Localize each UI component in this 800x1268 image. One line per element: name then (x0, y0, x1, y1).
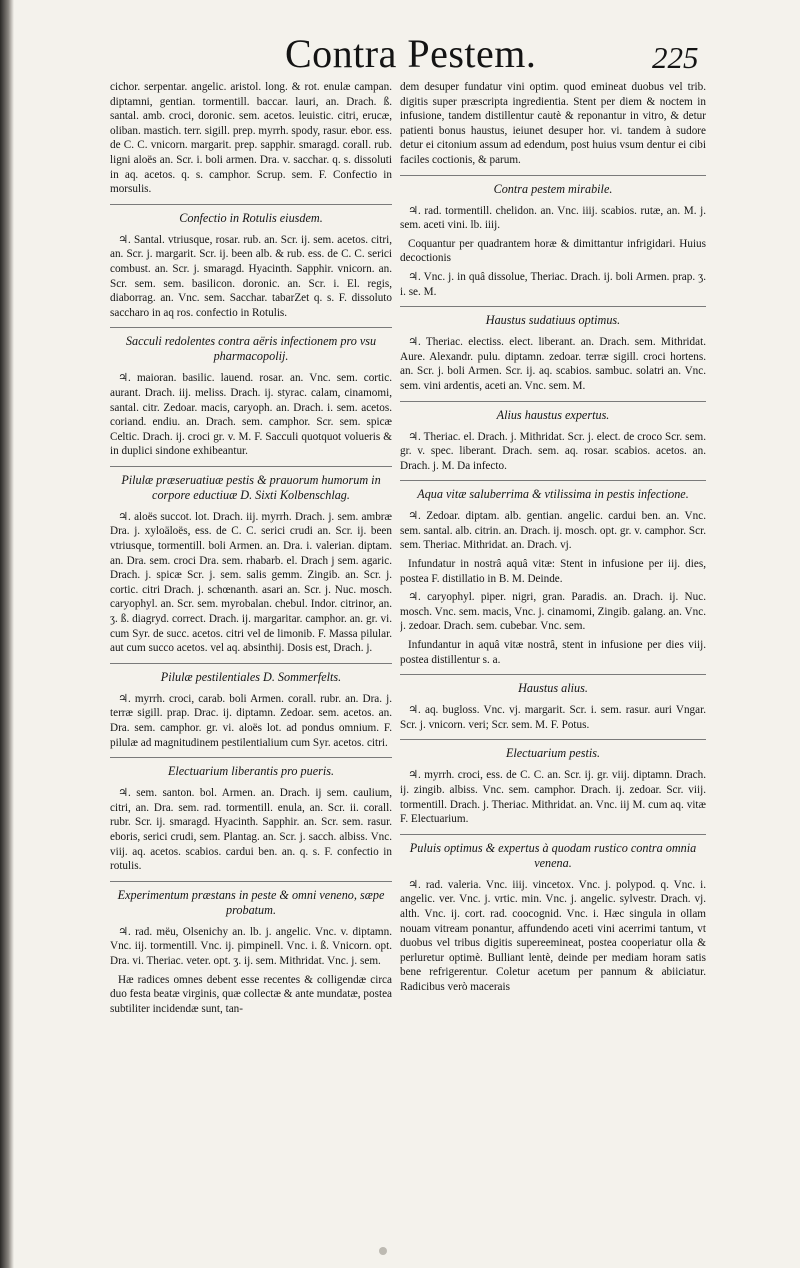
recipe-text: ♃. Vnc. j. in quâ dissolue, Theriac. Drach. ij. boli Armen. prap. ʒ. i. se. M. (400, 270, 706, 298)
recipe-text: Infundatur in nostrâ aquâ vitæ: Stent in infusione per iij. dies, postea F. distillatio in B. M. Deinde. (400, 558, 706, 585)
recipe-text: ♃. myrrh. croci, ess. de C. C. an. Scr. ij. gr. viij. diptamn. Drach. ij. zingib. albiss. Vnc. sem. camphor. Drach. ij. zedoar. Scr. viij. tormentill. Drach. j. Theriac. Mithridat. an. Vnc. iij M. cum aq. vitæ F. Electuarium. (400, 769, 706, 826)
recipe-text: ♃. aloës succot. lot. Drach. iij. myrrh. Drach. j. sem. ambræ Dra. j. xyloäloës, ess. de C. C. serici crudi an. Scr. ij. been vtriusque, tormentill. boli Armen. an. Dra. i. valerian. diptam. an. Dra. sem. croci Dra. sem. rhabarb. el. Drach j sem. agaric. Drach. j. spicæ Scr. j. sem. salis gemm. Zingib. an. Scr. j. cortic. citri Drach. j. schœnanth. asari an. Scr. j. Nuc. mosch. caryophyl. an. Scr. sem. myrobalan. chebul. Indor. citrinor, an. ʒ. ß. diagryd. correct. Drach. ij. margaritar. camphor. an. gr. vi. cum Syr. de succ. acetos. citri vel de limonib. F. Massa pilular. aut cum succo acetos. vel aq. absinthij. Dosis est, Drach. j. (110, 510, 392, 655)
continued-recipe-text: cichor. serpentar. angelic. aristol. long. & rot. enulæ campan. diptamni, gentian. tormentill. baccar. lauri, an. Drach. ß. santal. amb. croci, doronic. sem. acetos. leuistic. citri, erucæ, oliban. mastich. terr. sigill. prep. myrrh. spody, rasur. ebor. ess. de C. C. vnicorn. margarit. prep. sapphir. smaragd. corall. rub. ligni aloës an. Scr. i. boli armen. Dra. v. sacchar. q. s. dissoluti in aq. acetos. q. s. camphor. Scrup. sem. F. Confectio in morsulis. (110, 81, 392, 196)
section-heading: Haustus alius. (518, 681, 588, 696)
recipe-text: ♃. Theriac. el. Drach. j. Mithridat. Scr. j. elect. de croco Scr. sem. gr. v. spec. liberant. Drach. sem. aq. rosar. scabios. acetos. an. Drach. j. M. Da infecto. (400, 430, 706, 472)
recipe-text: ♃. sem. santon. bol. Armen. an. Drach. ij sem. caulium, citri, an. Dra. sem. rad. tormentill. enula, an. Scr. ii. corall. rubr. Scr. ij. smaragd. Hyacinth. Sapphir. an. Scr. sem. rasur. eboris, serici crudi, sem. Plantag. an. Scr. j. sacch. albiss. Vnc. viij. aq. acetos. scabios. cardui ben. an. q. s. F. confectio in rotulis. (110, 787, 392, 873)
recipe-text: ♃. rad. mëu, Olsenichy an. lb. j. angelic. Vnc. v. diptamn. Vnc. iij. tormentill. Vnc. ij. pimpinell. Vnc. i. ß. Vnicorn. opt. Dra. vi. Theriac. veter. opt. ʒ. ij. sem. Mithridat. Vnc. j. sem. (110, 925, 392, 967)
paper-blemish (379, 1247, 387, 1255)
section-heading: Pilulæ præseruatiuæ pestis & prauorum humorum in corpore eductiuæ D. Sixti Kolbenschlag. (121, 472, 381, 502)
section-heading: Electuarium pestis. (505, 746, 601, 761)
section-heading: Electuarium liberantis pro pueris. (167, 764, 335, 779)
recipe-text: Infundantur in aquâ vitæ nostrâ, stent in infusione per dies viij. postea distillentur s. a. (400, 639, 706, 666)
page-gutter-shadow (0, 0, 14, 1268)
section-divider (400, 834, 706, 835)
right-column (400, 80, 706, 1240)
section-divider (400, 674, 706, 675)
recipe-text: ♃. myrrh. croci, carab. boli Armen. corall. rubr. an. Dra. j. terræ sigill. prap. Drac. ij. diptamn. Zedoar. sem. acetos. an. Dra. sem. camphor. gr. vi. aloës lot. ad pondus omnium. F. pilulæ ad magnitudinem pestilentialium cum Syr. acetos. citri. (110, 692, 392, 749)
recipe-text: ♃. aq. bugloss. Vnc. vj. margarit. Scr. i. sem. rasur. auri Vngar. Scr. j. vnicorn. veri; Scr. sem. M. F. Potus. (400, 704, 706, 731)
running-title: Contra Pestem. (285, 31, 537, 76)
recipe-text: ♃. Santal. vtriusque, rosar. rub. an. Scr. ij. sem. acetos. citri, an. Scr. j. margarit. Scr. ij. been alb. & rub. ess. de C. C. serici combust. an. Scr. j. smaragd. Hyacinth. Sapphir. vnicorn. an. Scr. sem. sem. basilicon. doronic. an. Scr. i. El. regis, diaborrag. an. Vnc. sem. Sacchar. tabarZet q. s. F. dissoluto saccharo in aq ros. confectio in Rotulis. (110, 233, 392, 319)
closing-text: Hæ radices omnes debent esse recentes & colligendæ circa duo festa beatæ virginis, quæ collectæ & ante mundatæ, postea subtiliter incidendæ sunt, tan- (110, 973, 392, 1015)
section-heading: Alius haustus expertus. (496, 407, 610, 422)
section-divider (110, 204, 392, 205)
recipe-text: Coquantur per quadrantem horæ & dimittantur infrigidari. Huius decoctionis (400, 237, 706, 265)
section-heading: Contra pestem mirabile. (493, 181, 613, 196)
section-divider (110, 466, 392, 467)
section-heading: Puluis optimus & expertus à quodam rustico contra omnia venena. (409, 840, 697, 870)
recipe-text: ♃. rad. tormentill. chelidon. an. Vnc. iiij. scabios. rutæ, an. M. j. sem. aceti vini. lb. iiij. (400, 204, 706, 232)
section-divider (400, 306, 706, 307)
section-heading: Confectio in Rotulis eiusdem. (179, 210, 323, 225)
recipe-text: ♃. rad. valeria. Vnc. iiij. vincetox. Vnc. j. polypod. q. Vnc. i. angelic. ver. Vnc. j. vrtic. min. Vnc. j. angelic. sylvestr. Drach. vj. alth. Vnc. ij. cort. rad. coocognid. Vnc. i. Hæc singula in ollam nouam vitream ponantur, affundendo aceti vini acerrimi tantum, vt duobus vel tribus digitis supereemineat, postea cooperiatur olla & perluretur optimè. Bulliant lentè, deinde per mediam horam satis bene refrigerentur. Coletur acetum per pannum & abiiciatur. Radicibus verò macerais (400, 878, 706, 993)
section-heading: Aqua vitæ saluberrima & vtilissima in pestis infectione. (417, 487, 689, 502)
section-divider (400, 175, 706, 176)
section-heading: Sacculi redolentes contra aëris infectionem pro vsu pharmacopolij. (125, 334, 377, 364)
section-heading: Haustus sudatiuus optimus. (485, 313, 621, 328)
section-divider (400, 739, 706, 740)
section-divider (110, 757, 392, 758)
section-divider (400, 401, 706, 402)
section-divider (110, 881, 392, 882)
recipe-text: ♃. caryophyl. piper. nigri, gran. Paradis. an. Drach. ij. Nuc. mosch. Vnc. sem. macis, Vnc. j. cinamomi, Zingib. galang. an. Vnc. j. zedoar. Drach. sem. cubebar. Vnc. sem. (400, 591, 706, 633)
recipe-text: ♃. Theriac. electiss. elect. liberant. an. Drach. sem. Mithridat. Aure. Alexandr. pulu. diptamn. zedoar. terræ sigill. croci hortens. an. Scr. j. boli Armen. Scr. ij. aq. scabios. sambuc. solatri an. Vnc. sem. vini ardentis, aceti an. Vnc. sem. M. (400, 336, 706, 392)
page-header (0, 30, 800, 78)
continued-recipe-text: dem desuper fundatur vini optim. quod emineat duobus vel trib. digitis super præscripta ingredientia. Stent per diem & noctem in infusione, tandem distillentur cautè & reponantur in vitro, & detur patienti bonus haustus, ieiunet desuper hor. vi. tandem à sudore detur ei citonium assum ad edendum, post huius vsum dentur ei cibi faciles coctionis, & parum. (400, 81, 706, 166)
section-heading: Pilulæ pestilentiales D. Sommerfelts. (160, 669, 342, 684)
section-heading: Experimentum præstans in peste & omni veneno, sæpe probatum. (117, 887, 385, 917)
left-column (110, 80, 392, 1245)
recipe-text: ♃. maioran. basilic. lauend. rosar. an. Vnc. sem. cortic. aurant. Drach. iij. meliss. Drach. ij. styrac. calam, cinamomi, santal. citr. Zedoar. macis, caryoph. an. Drach. i. sem. acetos. coriand. endiu. an. Drach. sem. camphor. Scr. sem. spicæ Celtic. Drach. ij. croci gr. v. M. F. Sacculi quotquot volueris & in duplici sindone exhibeantur. (110, 372, 392, 458)
recipe-text: ♃. Zedoar. diptam. alb. gentian. angelic. cardui ben. an. Vnc. sem. santal. alb. citrin. an. Drach. ij. mosch. opt. gr. v. camphor. Scr. sem. Theriac. Mithridat. an. Drach. vj. (400, 510, 706, 552)
page-number: 225 (652, 40, 699, 75)
section-divider (110, 663, 392, 664)
section-divider (400, 480, 706, 481)
section-divider (110, 327, 392, 328)
